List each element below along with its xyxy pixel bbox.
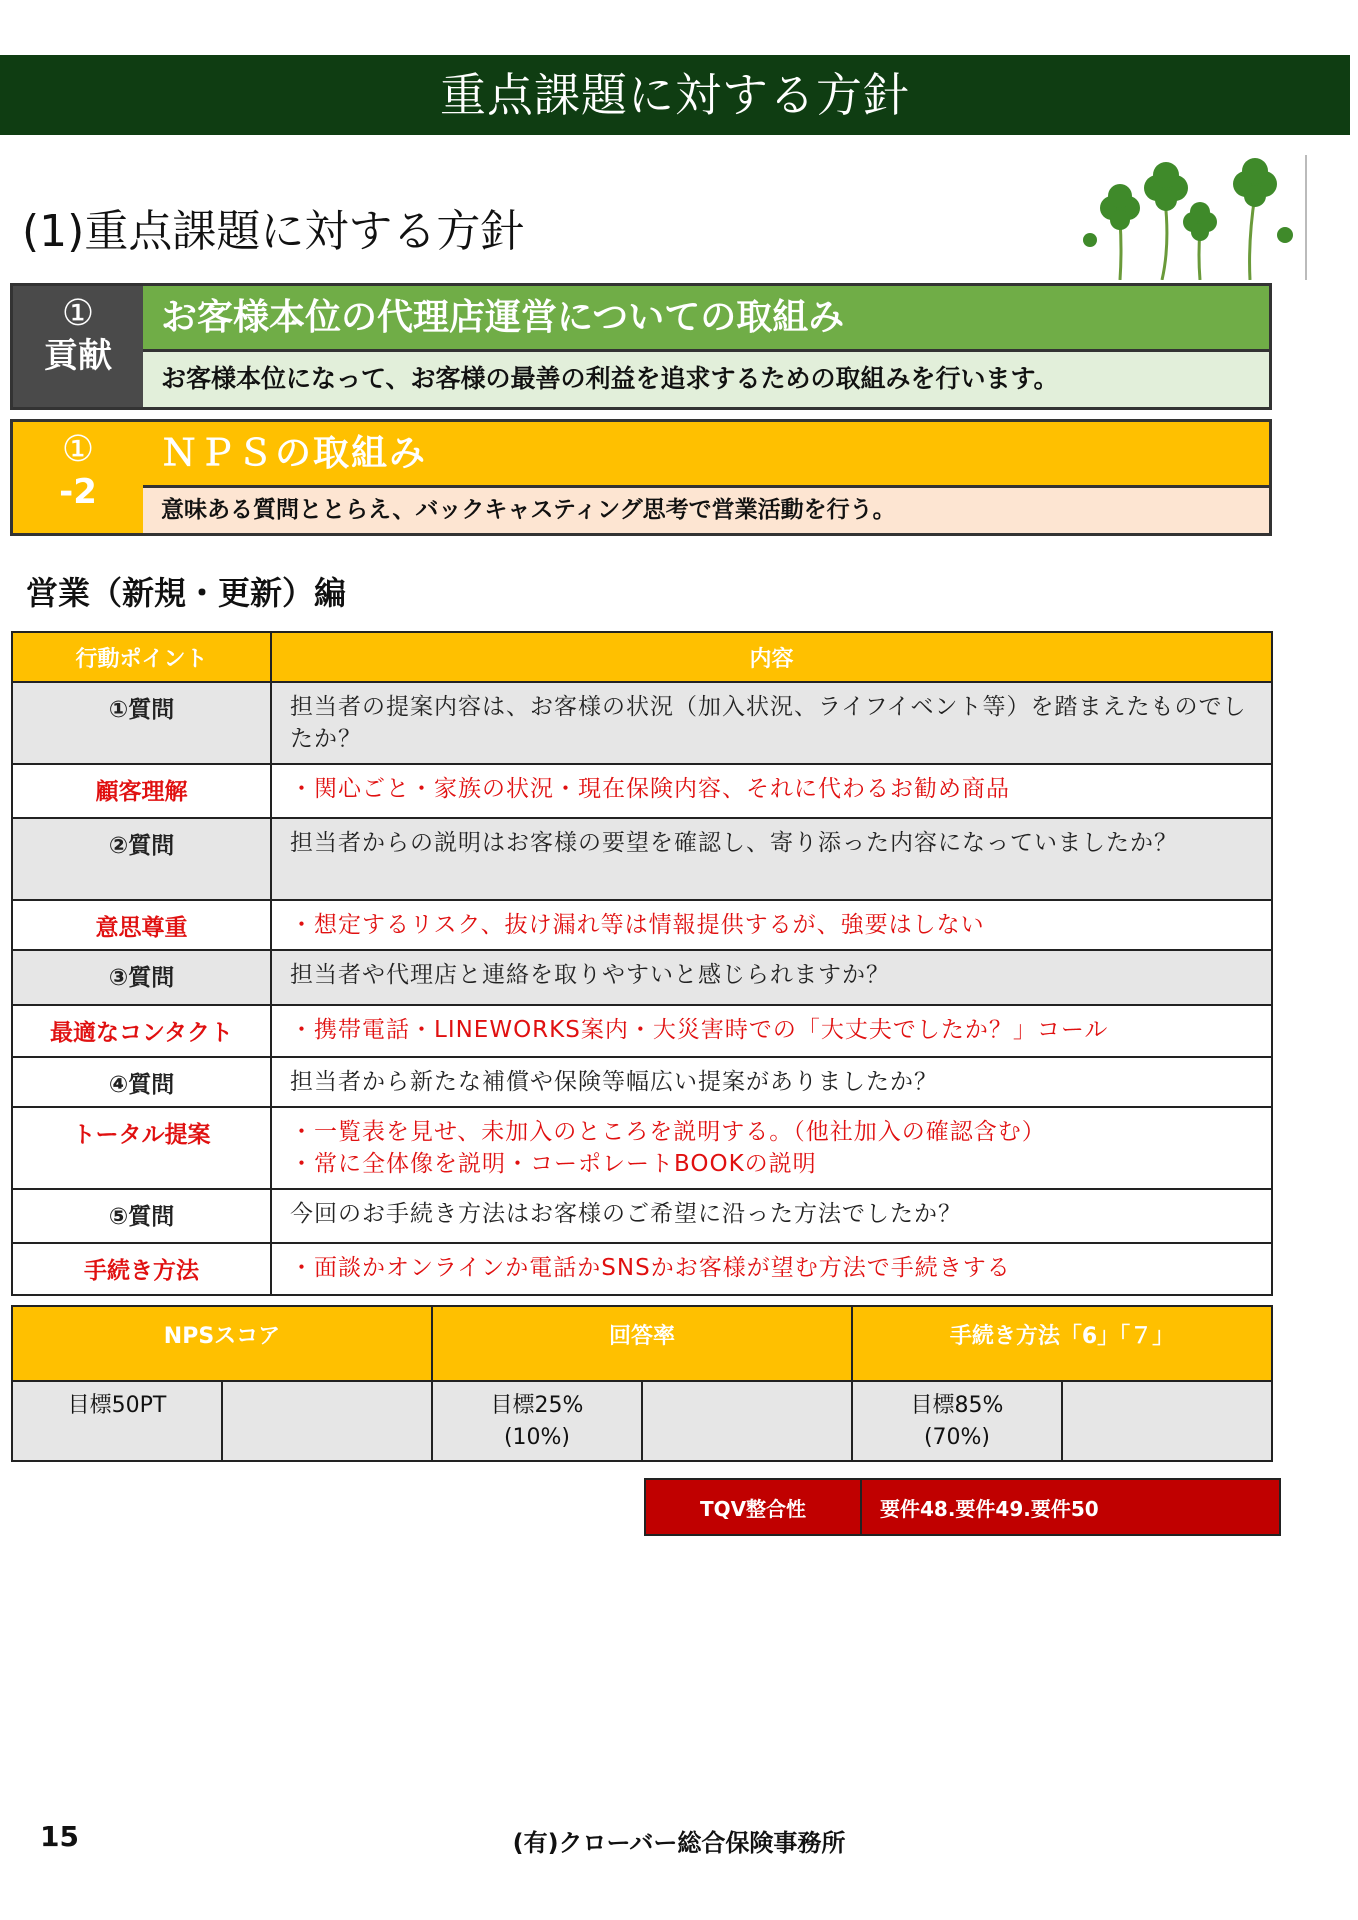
row-point: 顧客理解: [12, 764, 271, 818]
row-content: [271, 1107, 1272, 1189]
row-content: 今回のお手続き方法はお客様のご希望に沿った方法でしたか？: [271, 1189, 1272, 1243]
action-table: [11, 631, 1273, 1296]
tqv-label: TQV整合性: [645, 1479, 861, 1535]
row-content: ・想定するリスク、抜け漏れ等は情報提供するが、強要はしない: [271, 900, 1272, 950]
row-point: 手続き方法: [12, 1243, 271, 1295]
procedure-current-value: (70%): [923, 1425, 991, 1450]
tqv-value: 要件48.要件49.要件50: [861, 1479, 1280, 1535]
score-header-procedure: 手続き方法「6」「７」: [852, 1306, 1272, 1381]
clover-image: [1080, 150, 1300, 280]
column-header-point: 行動ポイント: [12, 632, 271, 682]
table-row: [12, 1243, 1272, 1295]
table-row: [12, 1107, 1272, 1189]
row-content: ・携帯電話・LINEWORKS案内・大災害時での「大丈夫でしたか？」コール: [271, 1005, 1272, 1057]
table-row: [12, 1057, 1272, 1107]
response-target-value: 目標25%: [490, 1393, 584, 1418]
table-row: [12, 900, 1272, 950]
row-point: ⑤質問: [12, 1189, 271, 1243]
footer-company: (有)クローバー総合保険事務所: [512, 1829, 846, 1857]
sales-heading: 営業（新規・更新）編: [26, 574, 347, 612]
score-header-nps: NPSスコア: [12, 1306, 432, 1381]
score-table: [11, 1305, 1273, 1462]
score-value-row: [12, 1381, 1272, 1461]
table-row: [12, 682, 1272, 764]
initiative-header-1: [10, 283, 1272, 410]
initiative-title-2: ＮＰＳの取組み: [143, 422, 1269, 488]
score-header-response: 回答率: [432, 1306, 852, 1381]
nps-target: 目標50PT: [12, 1381, 222, 1461]
tqv-row: [645, 1479, 1280, 1535]
table-row: [12, 764, 1272, 818]
initiative-number-bottom: 貢献: [44, 336, 112, 376]
column-header-content: 内容: [271, 632, 1272, 682]
initiative-header-2: [10, 419, 1272, 536]
table-row: [12, 818, 1272, 900]
initiative-number-2: [13, 422, 146, 533]
initiative-subtitle-1: お客様本位になって、お客様の最善の利益を追求するための取組みを行います。: [143, 349, 1269, 407]
initiative-number-top: ①: [61, 429, 95, 470]
row-content: 担当者の提案内容は、お客様の状況（加入状況、ライフイベント等）を踏まえたものでしたか？: [271, 682, 1272, 764]
initiative-number-bottom: -2: [59, 472, 97, 512]
row-point: トータル提案: [12, 1107, 271, 1189]
page-number: 15: [40, 1820, 79, 1853]
response-target: [432, 1381, 642, 1461]
procedure-target-value: 目標85%: [910, 1393, 1004, 1418]
row-point: ①質問: [12, 682, 271, 764]
row-point: ②質問: [12, 818, 271, 900]
initiative-subtitle-2: 意味ある質問ととらえ、バックキャスティング思考で営業活動を行う。: [143, 485, 1269, 533]
score-header-row: [12, 1306, 1272, 1381]
response-current-value: (10%): [503, 1425, 571, 1450]
nps-blank: [222, 1381, 432, 1461]
response-blank: [642, 1381, 852, 1461]
top-banner: [0, 55, 1350, 135]
row-content-line: ・一覧表を見せ、未加入のところを説明する。（他社加入の確認含む）: [290, 1119, 1046, 1145]
initiative-number-top: ①: [61, 293, 95, 334]
row-point: ③質問: [12, 950, 271, 1005]
row-content: 担当者からの説明はお客様の要望を確認し、寄り添った内容になっていましたか？: [271, 818, 1272, 900]
initiative-number-1: [13, 286, 146, 407]
row-content: 担当者や代理店と連絡を取りやすいと感じられますか？: [271, 950, 1272, 1005]
tqv-table: [644, 1478, 1281, 1536]
initiative-title-1: お客様本位の代理店運営についての取組み: [143, 286, 1269, 352]
row-content-line: ・常に全体像を説明・コーポレートBOOKの説明: [290, 1151, 817, 1177]
table-row: [12, 1005, 1272, 1057]
row-point: ④質問: [12, 1057, 271, 1107]
procedure-blank: [1062, 1381, 1272, 1461]
row-content: 担当者から新たな補償や保険等幅広い提案がありましたか？: [271, 1057, 1272, 1107]
table-header-row: [12, 632, 1272, 682]
row-point: 最適なコンタクト: [12, 1005, 271, 1057]
row-content: ・面談かオンラインか電話かSNSかお客様が望む方法で手続きする: [271, 1243, 1272, 1295]
procedure-target: [852, 1381, 1062, 1461]
table-row: [12, 950, 1272, 1005]
section-title: (1)重点課題に対する方針: [22, 206, 525, 257]
row-content: ・関心ごと・家族の状況・現在保険内容、それに代わるお勧め商品: [271, 764, 1272, 818]
banner-title: 重点課題に対する方針: [440, 68, 910, 122]
row-point: 意思尊重: [12, 900, 271, 950]
divider: [1305, 155, 1307, 280]
table-row: [12, 1189, 1272, 1243]
